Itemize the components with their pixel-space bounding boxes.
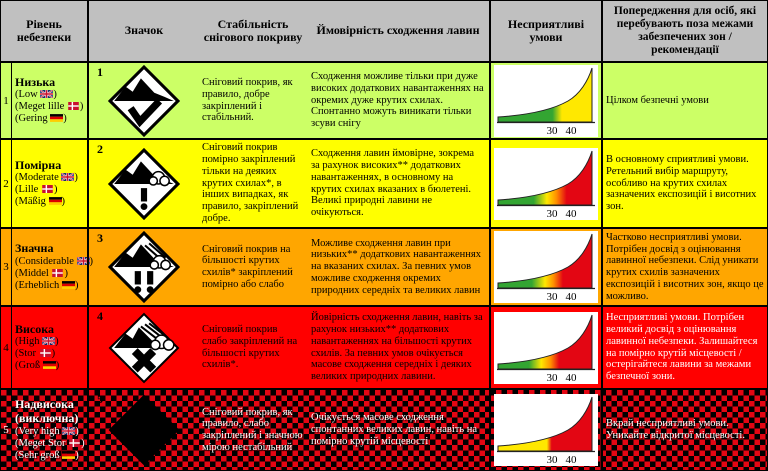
- stability-text: Сніговий покрив, як правило, добре закріплений і стабільний.: [202, 77, 293, 124]
- level-name-da: (Meget lille ): [15, 101, 84, 113]
- row-number: 3: [1, 229, 12, 305]
- header-level: Рівень небезпеки: [16, 16, 72, 44]
- germany-flag-icon: [43, 361, 56, 369]
- steepness-risk-chart-1: [494, 65, 598, 137]
- table-row-level-1: [1, 63, 767, 140]
- denmark-flag-icon: [39, 349, 52, 357]
- table-row-level-5: [1, 390, 767, 470]
- level-name-de: (Erheblich ): [15, 279, 79, 291]
- row-number: 5: [1, 390, 12, 470]
- warning-text: Частково несприятливі умови. Потрібен досвід з оцінювання лавинної небезпеки. Слід уникати крутих схилів зазначених експозицій і висотних зон, якщо це можливо.: [606, 231, 764, 302]
- steepness-risk-chart-4: [494, 312, 598, 384]
- header-middle-group: [87, 1, 489, 61]
- row-number: 1: [1, 63, 12, 138]
- steepness-risk-chart-3: [494, 231, 598, 303]
- uk-flag-icon: [40, 90, 53, 98]
- level-name-da: (Lille ): [15, 184, 58, 196]
- stability-text: Сніговий покрив на більшості крутих схилів* закріплений помірно або слабо: [202, 243, 293, 290]
- header-stability: Стабільність снігового покриву: [203, 16, 303, 44]
- avalanche-level-1-check-icon: [108, 65, 180, 137]
- icon-number: 4: [97, 309, 103, 323]
- icon-number: 3: [97, 231, 103, 245]
- level-name: Надвисока: [15, 397, 74, 412]
- x-tick-40: 40: [565, 207, 577, 220]
- level-name-en: (Very high ): [15, 425, 79, 437]
- level-name-de: (Groß ): [15, 360, 60, 372]
- level-name-da: (Stor ): [15, 348, 56, 360]
- header-icon: Значок: [124, 23, 164, 38]
- icon-number: 5: [97, 392, 103, 406]
- denmark-flag-icon: [68, 439, 81, 447]
- uk-flag-icon: [42, 337, 55, 345]
- warning-text: В основному сприятливі умови. Ретельний вибір маршруту, особливо на крутих схилах зазначених експозицій і висотних зон.: [606, 154, 757, 213]
- avalanche-level-2-exclamation-icon: [108, 148, 180, 220]
- header-warning: Попередження для осіб, які перебувають поза межами забезпечених зон / рекомендації: [601, 1, 767, 61]
- probability-text: Сходження можливе тільки при дуже високих додаткових навантаженнях на окремих дуже крутих схилах. Спонтанно можуть виникати тільки зсуви снігу: [311, 71, 484, 130]
- avalanche-level-3-double-exclamation-icon: [108, 231, 180, 303]
- probability-text: Йовірність сходження лавин, навіть за рахунок низьких** додаткових навантаженнях на більшості крутих схилів. За певних умов очікується масове сходження середніх і деяких великих природних лавини.: [311, 312, 483, 382]
- table-row-level-3: [1, 229, 767, 307]
- level-name-da: (Meget Stor ): [15, 437, 85, 449]
- stability-text: Сніговий покрив помірно закріплений тільки на деяких крутих схилах*, в інших випадках, як правило, закріплений добре.: [202, 142, 299, 224]
- level-name-qualifier: (виключна): [15, 410, 79, 425]
- probability-text: Очікується масове сходження спонтанних великих лавин, навіть на помірно крутій місцевості: [311, 412, 478, 447]
- germany-flag-icon: [50, 114, 63, 122]
- level-name-de: (Sehr groß ): [15, 449, 79, 461]
- level-name-de: (Mäßig ): [15, 196, 66, 208]
- uk-flag-icon: [61, 173, 74, 181]
- denmark-flag-icon: [67, 102, 80, 110]
- level-name-da: (Middel ): [15, 267, 68, 279]
- denmark-flag-icon: [41, 185, 54, 193]
- level-name-en: (Considerable ): [15, 255, 94, 267]
- level-name-de: (Gering ): [15, 113, 67, 125]
- row-number: 2: [1, 140, 12, 227]
- steepness-risk-chart-2: [494, 148, 598, 220]
- level-name-en: (Low ): [15, 89, 57, 101]
- uk-flag-icon: [62, 427, 75, 435]
- warning-text: Несприятливі умови. Потрібен великий досвід з оцінювання лавинної небезпеки. Залишайтеся на помірно крутій місцевості / остерігайтеся лавини за межами безпечної зони.: [606, 312, 758, 382]
- table-row-level-2: [1, 140, 767, 229]
- germany-flag-icon: [62, 451, 75, 459]
- header-conditions: Несприятливі умови: [489, 1, 601, 61]
- x-tick-40: 40: [565, 454, 577, 466]
- warning-text: Вкрай несприятливі умови. Уникайте відкритої місцевості.: [606, 418, 745, 441]
- level-name: Значна: [15, 241, 54, 255]
- table-row-level-4: [1, 307, 767, 390]
- x-tick-30: 30: [546, 371, 558, 384]
- stability-text: Сніговий покрив, як правило, слабо закріплений і значною мірою нестабільний: [202, 406, 303, 453]
- avalanche-level-4-cross-icon: [106, 312, 182, 384]
- table-header-row: [1, 1, 767, 63]
- icon-number: 1: [97, 65, 103, 79]
- x-tick-30: 30: [546, 454, 558, 466]
- stability-text: Сніговий покрив слабо закріплений на більшості крутих схилів*.: [202, 324, 298, 371]
- level-name-en: (Moderate ): [15, 172, 78, 184]
- icon-number: 2: [97, 142, 103, 156]
- steepness-risk-chart-5: [494, 394, 598, 466]
- x-tick-40: 40: [565, 124, 577, 137]
- probability-text: Можливе сходження лавин при низьких** додаткових навантаженнях на вказаних схилах. За певних умов можливе сходження окремих природних середніх та великих лавин: [311, 237, 481, 296]
- avalanche-level-5-black-diamond-icon: [108, 394, 180, 466]
- x-tick-40: 40: [565, 371, 577, 384]
- header-probability: Ймовірність сходження лавин: [316, 23, 480, 38]
- x-tick-30: 30: [546, 291, 558, 303]
- level-name: Висока: [15, 321, 54, 336]
- x-tick-30: 30: [546, 207, 558, 220]
- level-name: Низька: [15, 74, 56, 89]
- level-name-en: (High ): [15, 336, 59, 348]
- x-tick-30: 30: [546, 124, 558, 137]
- denmark-flag-icon: [51, 269, 64, 277]
- warning-text: Цілком безпечні умови: [606, 94, 709, 106]
- germany-flag-icon: [49, 197, 62, 205]
- row-number: 4: [1, 307, 12, 388]
- x-tick-40: 40: [565, 291, 577, 303]
- level-name: Помірна: [15, 157, 62, 172]
- probability-text: Сходження лавин ймовірне, зокрема за рахунок високих** додаткових навантаженнях, в основному на крутих схилах вказаних в бюлетені. Великі природні лавини не очікуються.: [311, 148, 475, 218]
- germany-flag-icon: [62, 281, 75, 289]
